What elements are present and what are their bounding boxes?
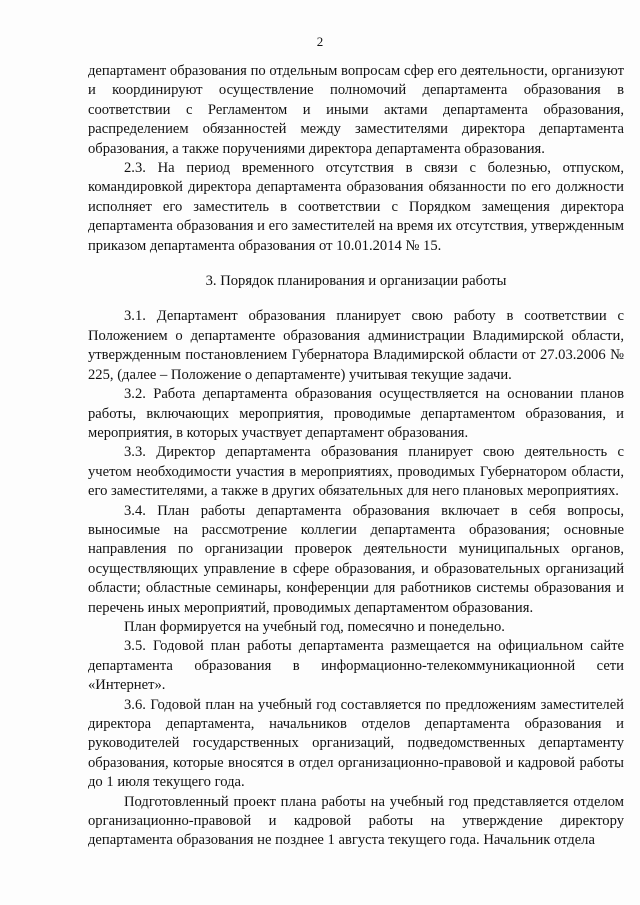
paragraph-plan-formation: План формируется на учебный год, помесячно и понедельно. <box>124 618 505 635</box>
paragraph-3-3: 3.3. Директор департамента образования планирует свою деятельность с учетом необходимости участия в мероприятиях, проводимых Губернатором области, его заместителями, а также в других обязательных для него плановых мероприятиях. <box>88 444 624 500</box>
paragraph-3-5: 3.5. Годовой план работы департамента размещается на официальном сайте департамента образования в информационно-телекоммуникационной сети «Интернет». <box>88 638 624 694</box>
paragraph-3-2: 3.2. Работа департамента образования осуществляется на основании планов работы, включающих мероприятия, проводимые департаментом образования, и мероприятия, в которых участвует департамент образования. <box>88 386 624 441</box>
section-3-heading: 3. Порядок планирования и организации работы <box>205 273 507 290</box>
document-body <box>88 62 624 851</box>
paragraph-prepared-plan: Подготовленный проект плана работы на учебный год представляется отделом организационно-правовой и кадровой работы на утверждение директору департамента образования не позднее 1 августа текущего года. Начальник отдела <box>88 793 624 849</box>
paragraph-intro: департамент образования по отдельным вопросам сфер его деятельности, организуют и координируют осуществление полномочий департамента образования в соответствии с Регламентом и иными актами департамента образования, распределением обязанностей между заместителями директора департамента образования, а также поручениями директора департамента образования. <box>88 63 624 157</box>
paragraph-3-4: 3.4. План работы департамента образования включает в себя вопросы, выносимые на рассмотрение коллегии департамента образования; основные направления по организации проверок деятельности муниципальных органов, осуществляющих управление в сфере образования, и образовательных организаций области; областные семинары, конференции для работников системы образования и перечень иных мероприятий, проводимых департаментом образования. <box>88 502 624 616</box>
paragraph-2-3: 2.3. На период временного отсутствия в связи с болезнью, отпуском, командировкой директора департамента образования обязанности по его должности исполняет его заместитель в соответствии с Порядком замещения директора департамента образования и его заместителей на время их отсутствия, утвержденным приказом департамента образования от 10.01.2014 № 15. <box>88 160 624 254</box>
paragraph-3-1: 3.1. Департамент образования планирует свою работу в соответствии с Положением о департаменте образования администрации Владимирской области, утвержденным постановлением Губернатора Владимирской области от 27.03.2006 № 225, (далее – Положение о департаменте) учитывая текущие задачи. <box>88 308 624 383</box>
page-number: 2 <box>316 34 324 49</box>
paragraph-3-6: 3.6. Годовой план на учебный год составляется по предложениям заместителей директора департамента, начальников отделов департамента образования и руководителей государственных организаций, подведомственных департаменту образования, которые вносятся в отдел организационно-правовой и кадровой работы до 1 июля текущего года. <box>88 696 624 791</box>
